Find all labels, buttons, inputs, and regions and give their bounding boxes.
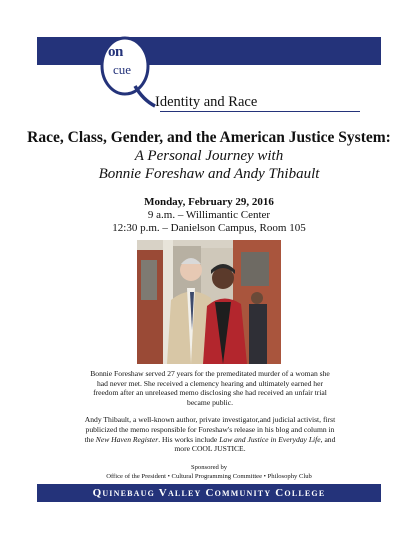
speakers-photo: [137, 240, 281, 364]
top-banner-bar: [37, 37, 381, 65]
event-session-2: 12:30 p.m. – Danielson Campus, Room 105: [112, 222, 306, 234]
bio-foreshaw: Bonnie Foreshaw served 27 years for the premeditated murder of a woman she had never met. She received a clemency hearing and ultimately earned her freedom after an unreleased memo disclosing she had received an unfair trial became public.: [90, 369, 330, 407]
sponsor-label: Sponsored by: [190, 464, 228, 471]
book-title: Law and Justice in Everyday Life: [219, 434, 321, 444]
event-schedule: [20, 196, 398, 235]
event-subtitle-line1: A Personal Journey with: [134, 148, 284, 164]
newspaper-title: New Haven Register: [95, 434, 159, 444]
college-name-banner: Quinebaug Valley Community College: [37, 484, 381, 502]
bio-thibault: Andy Thibault, a well-known author, private investigator,and judicial activist, first publicized the memo responsible for Foreshaw's release in his blog and column in the New Haven Register. His works include Law and Justice in Everyday Life, and more COOL JUSTICE.: [84, 415, 336, 454]
logo-on-text: on: [108, 44, 123, 60]
series-title: Identity and Race: [155, 94, 258, 110]
sponsor-list: Office of the President • Cultural Programming Committee • Philosophy Club: [106, 472, 312, 480]
event-session-1: 9 a.m. – Willimantic Center: [147, 209, 271, 221]
event-subtitle-line2: Bonnie Foreshaw and Andy Thibault: [98, 166, 320, 182]
logo-cue-text: cue: [113, 62, 132, 77]
event-title: Race, Class, Gender, and the American Justice System:: [27, 129, 391, 146]
event-title-block: [20, 128, 398, 183]
divider: [160, 111, 360, 112]
speaker-bios: [84, 369, 336, 462]
sponsor-block: [60, 464, 358, 481]
event-date: Monday, February 29, 2016: [144, 196, 274, 208]
